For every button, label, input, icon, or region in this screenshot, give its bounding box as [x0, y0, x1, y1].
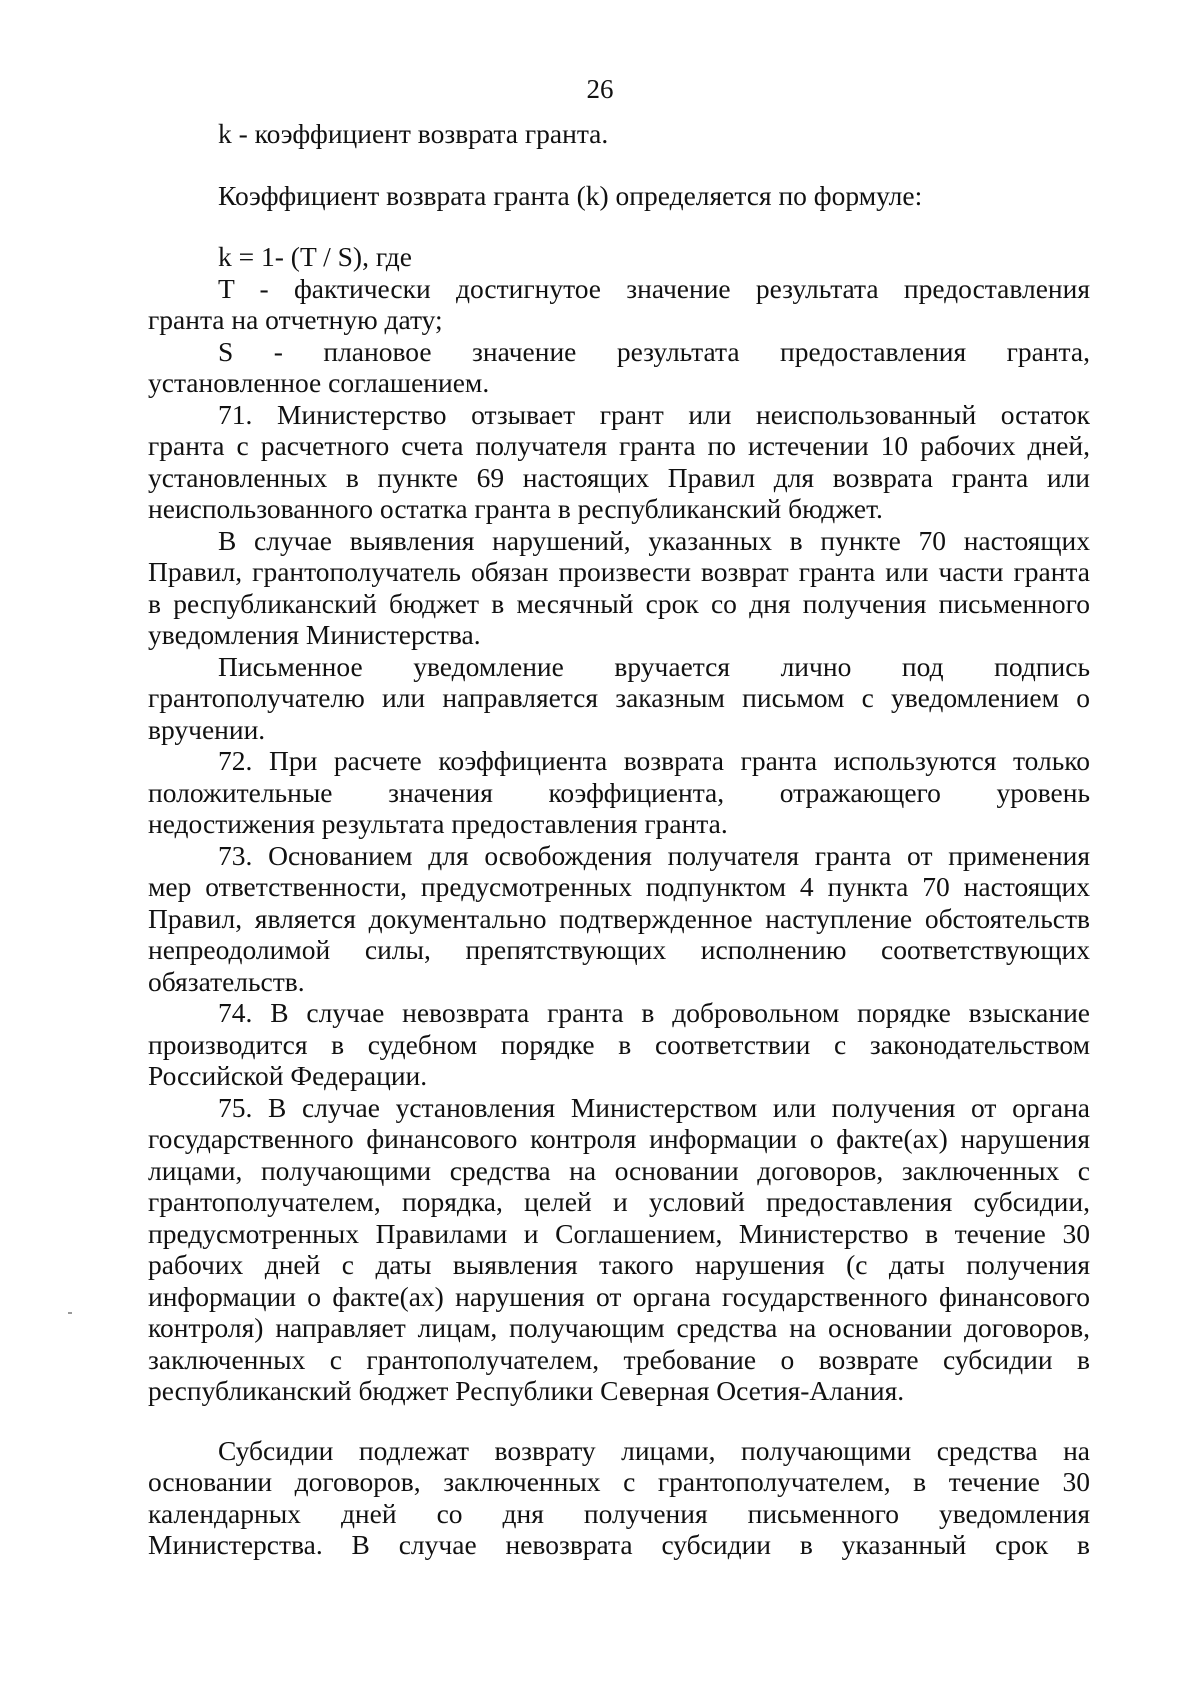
text-line: мер ответственности, предусмотренных подпунктом 4 пункта 70 настоящих — [148, 871, 1090, 902]
text-line: k = 1- (T / S), где — [218, 241, 412, 272]
text-line: Правил, является документально подтвержденное наступление обстоятельств — [148, 902, 1090, 934]
text-line: положительные значения коэффициента, отражающего уровень — [148, 776, 1090, 808]
text-line: грантополучателем, порядка, целей и условий предоставления субсидии, — [148, 1186, 1090, 1217]
text-line: Субсидии подлежат возврату лицами, получающими средства на — [218, 1434, 1090, 1466]
text-line: 71. Министерство отзывает грант или неиспользованный остаток — [218, 398, 1090, 430]
text-line: обязательств. — [148, 965, 305, 997]
text-line: республиканский бюджет Республики Северная Осетия-Алания. — [148, 1375, 905, 1406]
text-line: 72. При расчете коэффициента возврата гранта используются только — [218, 745, 1090, 776]
text-line: 75. В случае установления Министерством или получения от органа — [218, 1091, 1090, 1123]
text-line: неиспользованного остатка гранта в республиканский бюджет. — [148, 493, 883, 524]
text-line: государственного финансового контроля информации о факте(ах) нарушения — [148, 1123, 1090, 1154]
text-line: календарных дней со дня получения письменного уведомления — [148, 1497, 1090, 1529]
text-line: гранта с расчетного счета получателя гранта по истечении 10 рабочих дней, — [148, 430, 1090, 461]
text-line: Российской Федерации. — [148, 1060, 428, 1091]
page-number: 26 — [586, 74, 614, 104]
text-line: 74. В случае невозврата гранта в добровольном порядке взыскание — [218, 997, 1090, 1028]
text-line: уведомления Министерства. — [148, 619, 481, 650]
text-line: Коэффициент возврата гранта (k) определяется по формуле: — [218, 179, 923, 211]
text-line: непреодолимой силы, препятствующих исполнению соответствующих — [148, 934, 1090, 965]
text-line: основании договоров, заключенных с грантополучателем, в течение 30 — [148, 1466, 1090, 1497]
text-line: недостижения результата предоставления гранта. — [148, 808, 728, 839]
text-line: производится в судебном порядке в соответствии с законодательством — [148, 1028, 1090, 1060]
text-line: В случае выявления нарушений, указанных в пункте 70 настоящих — [218, 524, 1090, 556]
text-line: Правил, грантополучатель обязан произвести возврат гранта или части гранта — [148, 556, 1090, 587]
text-line: k - коэффициент возврата гранта. — [218, 118, 609, 149]
text-line: 73. Основанием для освобождения получателя гранта от применения — [218, 839, 1090, 871]
text-line: рабочих дней с даты выявления такого нарушения (с даты получения — [148, 1249, 1090, 1280]
margin-speck — [68, 1312, 72, 1314]
text-line: лицами, получающими средства на основании договоров, заключенных с — [148, 1154, 1090, 1186]
text-line: информации о факте(ах) нарушения от органа государственного финансового — [148, 1280, 1090, 1312]
text-line: предусмотренных Правилами и Соглашением, Министерство в течение 30 — [148, 1217, 1090, 1249]
text-line: в республиканский бюджет в месячный срок со дня получения письменного — [148, 587, 1090, 619]
text-line: установленное соглашением. — [148, 367, 490, 398]
text-line: установленных в пункте 69 настоящих Правил для возврата гранта или — [148, 461, 1090, 493]
text-line: грантополучателю или направляется заказным письмом с уведомлением о — [148, 682, 1090, 713]
text-line: заключенных с грантополучателем, требование о возврате субсидии в — [148, 1343, 1090, 1375]
text-line: Министерства. В случае невозврата субсидии в указанный срок в — [148, 1529, 1090, 1560]
text-line: контроля) направляет лицам, получающим средства на основании договоров, — [148, 1312, 1090, 1343]
text-line: S - плановое значение результата предоставления гранта, — [218, 335, 1090, 367]
text-line: вручении. — [148, 713, 266, 745]
text-line: Письменное уведомление вручается лично под подпись — [218, 650, 1090, 682]
text-line: T - фактически достигнутое значение результата предоставления — [218, 272, 1090, 304]
text-line: гранта на отчетную дату; — [148, 304, 443, 335]
document-body — [148, 118, 1090, 1561]
